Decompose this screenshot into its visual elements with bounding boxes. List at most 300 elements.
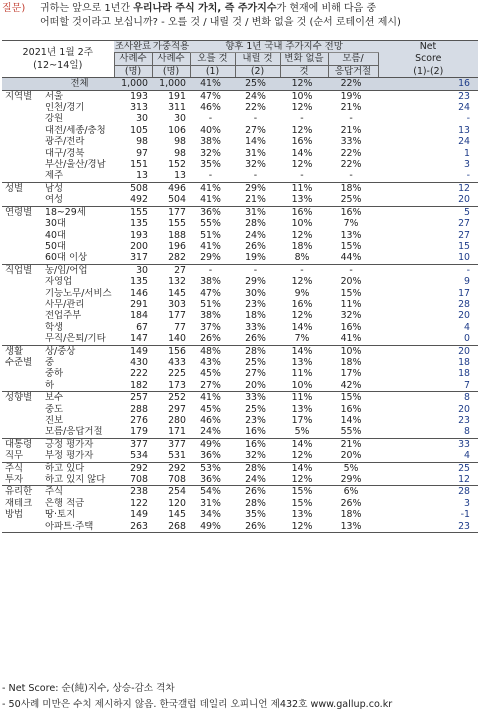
row-label: 50대: [45, 240, 66, 252]
table-row: [2, 509, 478, 520]
net-score: 23: [378, 90, 478, 102]
count-survey: 193: [130, 229, 148, 241]
net-score: 20: [378, 345, 478, 357]
table-row: [2, 415, 478, 426]
count-survey: 30: [114, 264, 152, 276]
group-label: [2, 102, 42, 113]
pct-nochange: 12%: [291, 124, 313, 136]
footnote-2: - 50사례 미만은 수치 제시하지 않음. 한국갤럽 데일리 오피니언 제432호 www.gallup.co.kr: [2, 699, 393, 710]
pct-nochange: 11%: [280, 392, 328, 404]
row-label: 전체: [42, 78, 114, 90]
row-label: 기능노무/서비스: [45, 287, 112, 299]
pct-nochange: 14%: [280, 438, 328, 450]
row-label: 광주/전라: [45, 136, 85, 148]
count-weighted: 188: [168, 229, 186, 241]
pct-down: 28%: [245, 497, 266, 509]
table-row: [2, 170, 478, 182]
table-row: [2, 426, 478, 438]
row-label: 인천/경기: [45, 102, 85, 114]
header-dk: 모름/: [328, 53, 378, 65]
group-label: 방법: [5, 509, 24, 521]
pct-up: 45%: [200, 403, 221, 415]
count-weighted: 282: [168, 252, 186, 264]
pct-up: 24%: [200, 426, 221, 438]
pct-up: 40%: [200, 124, 221, 136]
pct-up: 36%: [190, 206, 235, 218]
table-row: [2, 521, 478, 533]
header-outlook-title: 향후 1년 국내 주가지수 전망: [190, 41, 378, 53]
pct-nochange: 12%: [291, 159, 313, 171]
pct-up: 47%: [200, 287, 221, 299]
group-label: [2, 194, 42, 206]
pct-dk: 21%: [340, 124, 362, 136]
pct-up: 47%: [190, 90, 235, 102]
pct-nochange: 12%: [291, 229, 313, 241]
pct-up: 31%: [200, 497, 221, 509]
row-label: 30대: [45, 218, 66, 230]
count-weighted: 98: [174, 147, 186, 159]
pct-dk: 11%: [340, 298, 362, 310]
net-score: 9: [464, 276, 471, 288]
group-label: 지역별: [2, 90, 42, 102]
net-score: 10: [458, 252, 471, 264]
pct-down: 19%: [245, 252, 266, 264]
pct-down: 29%: [245, 276, 266, 288]
table-row: [2, 498, 478, 509]
table-row: [2, 218, 478, 229]
question-line1-post: 가 현재에 비해 다음 중: [276, 3, 377, 14]
pct-up: 49%: [190, 521, 235, 533]
pct-down: 35%: [245, 509, 266, 521]
group-label: [2, 521, 42, 533]
row-label: 진보: [45, 415, 64, 426]
question-line1-bold: 우리나라 주식 가치, 즉 주가지수: [133, 3, 277, 14]
net-score: 28: [378, 486, 478, 498]
pct-up: 46%: [200, 415, 221, 426]
net-score: 16: [378, 78, 478, 90]
net-score: 33: [378, 438, 478, 450]
row-label: 모름/응답거절: [45, 426, 103, 438]
pct-up: 41%: [200, 240, 221, 252]
row-label: 주식: [42, 486, 114, 498]
pct-down: 27%: [245, 368, 266, 380]
pct-dk: 32%: [340, 310, 362, 322]
header-nochange: 변화 없을: [280, 53, 328, 65]
row-label: 상/중상: [42, 345, 114, 357]
count-survey: 222: [130, 368, 148, 380]
count-survey: 257: [114, 392, 152, 404]
pct-up: 41%: [190, 392, 235, 404]
group-label: [2, 170, 42, 182]
row-label: 농/임/어업: [42, 264, 114, 276]
pct-nochange: 13%: [291, 194, 313, 206]
net-score: 18: [458, 368, 471, 380]
group-label: [2, 252, 42, 264]
pct-nochange: 15%: [280, 486, 328, 498]
pct-nochange: 14%: [280, 462, 328, 474]
net-score: 24: [458, 136, 471, 148]
pct-dk: 7%: [343, 218, 359, 230]
header-down: 내릴 것: [235, 53, 280, 65]
total-row: [2, 78, 478, 90]
table-row: [2, 310, 478, 321]
pct-dk: 10%: [328, 345, 378, 357]
pct-down: 24%: [235, 90, 280, 102]
count-weighted: 252: [152, 392, 190, 404]
pct-up: 35%: [200, 159, 221, 171]
pct-nochange: 17%: [291, 415, 313, 426]
table-row: [2, 230, 478, 241]
question-label: 질문): [2, 3, 26, 14]
count-weighted: 30: [174, 113, 186, 125]
pct-down: 33%: [245, 321, 266, 333]
net-score: -: [466, 170, 471, 182]
pct-dk: 26%: [340, 497, 362, 509]
net-score: 8: [464, 426, 471, 438]
header-net2: Score: [378, 53, 478, 65]
count-weighted: 145: [168, 287, 186, 299]
pct-dk: 41%: [340, 333, 362, 345]
net-score: 20: [458, 403, 471, 415]
count-weighted: 504: [168, 194, 186, 206]
pct-dk: 18%: [340, 509, 362, 521]
row-label: 대구/경북: [45, 147, 85, 159]
count-survey: 263: [114, 521, 152, 533]
row-label: 40대: [45, 229, 66, 241]
count-weighted: 173: [168, 379, 186, 391]
pct-down: 25%: [245, 403, 266, 415]
count-survey: 13: [136, 170, 148, 182]
group-label: [2, 276, 42, 287]
pct-up: 54%: [190, 486, 235, 498]
count-survey: 135: [130, 276, 148, 288]
pct-down: 31%: [235, 206, 280, 218]
net-score: 12: [378, 182, 478, 194]
results-table: [2, 40, 478, 533]
pct-down: 18%: [245, 310, 266, 322]
count-weighted: 377: [152, 438, 190, 450]
table-row: [2, 206, 478, 218]
pct-up: 41%: [200, 194, 221, 206]
count-weighted: 196: [168, 240, 186, 252]
table-row: [2, 404, 478, 415]
row-label: 전업주부: [45, 310, 82, 322]
pct-nochange: 15%: [291, 497, 313, 509]
group-label: [2, 136, 42, 147]
pct-dk: 15%: [340, 240, 362, 252]
table-row: [2, 357, 478, 368]
net-score: 4: [464, 321, 471, 333]
pct-dk: 18%: [328, 182, 378, 194]
group-label: [2, 404, 42, 415]
pct-dk: 25%: [340, 194, 362, 206]
pct-down: 16%: [235, 438, 280, 450]
net-score: 0: [464, 333, 471, 345]
group-label: [2, 218, 42, 229]
pct-dk: 55%: [340, 426, 362, 438]
pct-nochange: 12%: [280, 78, 328, 90]
row-label: 하고 있다: [42, 462, 114, 474]
pct-nochange: 14%: [280, 345, 328, 357]
row-label: 중: [45, 356, 55, 368]
pct-dk: 19%: [328, 90, 378, 102]
pct-down: 26%: [235, 486, 280, 498]
table-row: [2, 474, 478, 486]
table-row: [2, 299, 478, 310]
pct-nochange: 13%: [291, 509, 313, 521]
group-label: [2, 368, 42, 379]
count-weighted: 254: [152, 486, 190, 498]
question-line2: 어떠할 것이라고 보십니까? - 오를 것 / 내릴 것 / 변화 없을 것 (순서 로테이션 제시): [40, 17, 401, 28]
pct-up: 27%: [200, 379, 221, 391]
net-score: 12: [458, 474, 471, 486]
group-label: [2, 113, 42, 124]
pct-up: 53%: [190, 462, 235, 474]
pct-nochange: 16%: [280, 206, 328, 218]
pct-up: 37%: [200, 321, 221, 333]
pct-nochange: 12%: [291, 276, 313, 288]
pct-up: 48%: [190, 345, 235, 357]
group-label: [2, 380, 42, 392]
pct-down: 31%: [245, 147, 266, 159]
count-weighted: 140: [168, 333, 186, 345]
header-dk-2: 응답거절: [328, 65, 378, 77]
pct-dk: 15%: [340, 287, 362, 299]
row-label: 여성: [45, 194, 64, 206]
row-label: 보수: [42, 392, 114, 404]
net-score: 27: [458, 229, 471, 241]
pct-dk: 18%: [340, 356, 362, 368]
header-weight-sub2: (명): [152, 65, 190, 77]
header-nochange-2: 것: [280, 65, 328, 77]
table-row: [2, 182, 478, 194]
net-score: 8: [378, 392, 478, 404]
pct-down: 30%: [245, 287, 266, 299]
pct-dk: 15%: [328, 392, 378, 404]
pct-dk: 20%: [340, 450, 362, 462]
group-label: 성향별: [2, 392, 42, 404]
table-row: [2, 288, 478, 299]
pct-nochange: 10%: [291, 218, 313, 230]
row-label: 서울: [42, 90, 114, 102]
pct-nochange: 10%: [291, 379, 313, 391]
pct-dk: 13%: [328, 521, 378, 533]
pct-nochange: 11%: [280, 182, 328, 194]
row-label: 강원: [45, 113, 64, 125]
row-label: 땅·토지: [45, 509, 76, 521]
pct-nochange: 5%: [294, 426, 310, 438]
count-weighted: 303: [168, 298, 186, 310]
count-survey: 67: [136, 321, 148, 333]
pct-nochange: 16%: [291, 136, 313, 148]
net-score: 18: [458, 356, 471, 368]
row-label: 하고 있지 않다: [45, 474, 106, 486]
row-label: 부산/울산/경남: [45, 159, 106, 171]
net-score: 13: [458, 124, 471, 136]
count-survey: 182: [130, 379, 148, 391]
table-row: [2, 102, 478, 113]
table-row: [2, 136, 478, 147]
table-row: [2, 241, 478, 252]
row-label: 무직/은퇴/기타: [45, 333, 106, 345]
group-label: 연령별: [2, 206, 42, 218]
pct-down: 22%: [245, 102, 266, 114]
group-label: [2, 333, 42, 345]
pct-dk: 5%: [328, 462, 378, 474]
table-row: [2, 148, 478, 159]
pct-dk: 33%: [340, 136, 362, 148]
table-row: [2, 159, 478, 170]
group-label: 유리한: [2, 486, 42, 498]
count-weighted: 225: [168, 368, 186, 380]
pct-down: 25%: [235, 78, 280, 90]
pct-down: 16%: [245, 426, 266, 438]
count-survey: 238: [114, 486, 152, 498]
header-survey-sub1: 사례수: [114, 53, 152, 65]
table-row: [2, 252, 478, 264]
pct-nochange: 13%: [291, 356, 313, 368]
pct-dk: -: [328, 264, 378, 276]
count-weighted: 27: [152, 264, 190, 276]
pct-nochange: 14%: [291, 147, 313, 159]
pct-dk: 21%: [328, 438, 378, 450]
pct-up: 38%: [200, 136, 221, 148]
row-label: 하: [45, 379, 55, 391]
footnote-1: - Net Score: 순(純)지수, 상승-감소 격차: [2, 683, 175, 694]
pct-up: 32%: [200, 147, 221, 159]
count-weighted: 77: [174, 321, 186, 333]
pct-up: -: [208, 170, 213, 182]
count-survey: 155: [114, 206, 152, 218]
header-period-text: 2021년 1월 2주: [22, 47, 94, 59]
pct-nochange: 18%: [291, 240, 313, 252]
results-body: [2, 78, 478, 533]
count-weighted: 152: [168, 159, 186, 171]
pct-down: 28%: [235, 345, 280, 357]
count-survey: 288: [130, 403, 148, 415]
count-survey: 708: [130, 474, 148, 486]
pct-dk: 29%: [340, 474, 362, 486]
pct-down: -: [253, 170, 258, 182]
count-weighted: 280: [168, 415, 186, 426]
pct-up: 41%: [190, 182, 235, 194]
group-label: [2, 241, 42, 252]
group-label: [2, 148, 42, 159]
pct-dk: 6%: [328, 486, 378, 498]
pct-up: 36%: [200, 450, 221, 462]
net-score: -: [378, 264, 478, 276]
count-weighted: 120: [168, 497, 186, 509]
pct-up: 51%: [200, 229, 221, 241]
pct-nochange: -: [300, 170, 304, 182]
row-label: 은행 적금: [45, 497, 85, 509]
count-weighted: 106: [168, 124, 186, 136]
pct-down: 32%: [245, 450, 266, 462]
pct-up: -: [190, 264, 235, 276]
pct-up: 45%: [200, 368, 221, 380]
header-weight: 가중적용: [152, 41, 190, 52]
net-score: -: [466, 113, 471, 125]
pct-dk: 16%: [328, 206, 378, 218]
count-survey: 184: [130, 310, 148, 322]
net-score: -1: [460, 509, 471, 521]
pct-up: 38%: [200, 310, 221, 322]
net-score: 7: [464, 379, 471, 391]
pct-nochange: 7%: [294, 333, 310, 345]
net-score: 5: [378, 206, 478, 218]
net-score: 23: [378, 521, 478, 533]
pct-down: 24%: [245, 229, 266, 241]
net-score: 27: [458, 218, 471, 230]
row-label: 학생: [45, 321, 64, 333]
net-score: 15: [458, 240, 471, 252]
count-survey: 105: [130, 124, 148, 136]
table-row: [2, 333, 478, 345]
group-label: [2, 299, 42, 310]
row-label: 중하: [45, 368, 64, 380]
pct-nochange: 14%: [291, 321, 313, 333]
pct-dk: 13%: [340, 229, 362, 241]
table-row: [2, 125, 478, 136]
net-score: 28: [458, 298, 471, 310]
group-label: [2, 426, 42, 438]
count-weighted: 145: [168, 509, 186, 521]
count-survey: 377: [114, 438, 152, 450]
row-label: 자영업: [45, 276, 73, 288]
pct-nochange: 12%: [291, 310, 313, 322]
pct-down: 21%: [245, 194, 266, 206]
group-label: 투자: [5, 474, 24, 486]
header-period-sub: (12~14일): [33, 60, 83, 72]
count-weighted: 98: [174, 136, 186, 148]
pct-down: 14%: [245, 136, 266, 148]
header-net3: (1)-(2): [378, 65, 478, 77]
pct-up: 46%: [200, 102, 221, 114]
table-row: [2, 450, 478, 462]
pct-down: -: [253, 113, 258, 125]
pct-down: 26%: [245, 333, 266, 345]
group-label: [2, 288, 42, 299]
pct-down: 23%: [245, 415, 266, 426]
group-label: [2, 78, 42, 90]
count-survey: 534: [130, 450, 148, 462]
table-row: [2, 392, 478, 404]
group-label: 성별: [2, 182, 42, 194]
pct-dk: 42%: [340, 379, 362, 391]
pct-dk: -: [349, 113, 353, 125]
group-label: [2, 125, 42, 136]
count-survey: 1,000: [114, 78, 152, 90]
pct-down: -: [235, 264, 280, 276]
pct-dk: -: [349, 170, 353, 182]
header-survey-sub2: (명): [114, 65, 152, 77]
count-weighted: 1,000: [152, 78, 190, 90]
pct-dk: 22%: [340, 159, 362, 171]
group-label: 대통령: [2, 438, 42, 450]
header-weight-sub1: 사례수: [152, 53, 190, 65]
count-survey: 508: [114, 182, 152, 194]
count-weighted: 171: [168, 426, 186, 438]
count-survey: 135: [130, 218, 148, 230]
header-period: [2, 41, 114, 78]
pct-down: 28%: [235, 462, 280, 474]
table-row: [2, 462, 478, 474]
pct-nochange: 12%: [280, 521, 328, 533]
pct-down: 23%: [245, 298, 266, 310]
count-weighted: 155: [168, 218, 186, 230]
count-survey: 179: [130, 426, 148, 438]
group-label: 재테크: [5, 497, 33, 509]
